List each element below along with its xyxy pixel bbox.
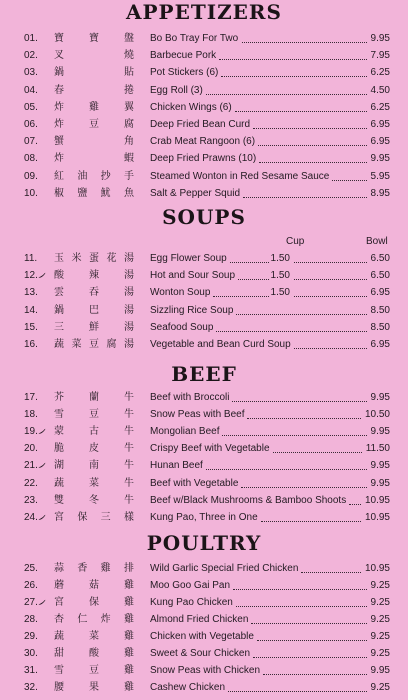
item-price: 9.95: [370, 392, 390, 403]
item-name: Beef with Vegetable: [150, 477, 239, 489]
item-name: Snow Peas with Chicken: [150, 665, 261, 676]
item-number: 06.: [24, 119, 38, 130]
item-price: 10.95: [364, 494, 390, 506]
item-price: 6.25: [370, 101, 390, 113]
item-price: 9.25: [370, 631, 390, 642]
item-number: 03.: [24, 67, 38, 79]
item-number: 12.: [24, 270, 38, 282]
item-name: Sizzling Rice Soup: [150, 304, 234, 316]
spicy-pepper-icon: [38, 428, 46, 435]
chinese-name: 蟹 角: [54, 136, 134, 148]
item-name: Wild Garlic Special Fried Chicken: [150, 563, 299, 574]
item-number: 31.: [24, 665, 38, 676]
dot-leader: [216, 314, 366, 332]
item-name: Crab Meat Rangoon (6): [150, 136, 256, 148]
item-name: Egg Flower Soup: [150, 253, 227, 264]
menu-item: [0, 475, 408, 492]
item-name: Mongolian Beef: [150, 426, 220, 438]
chinese-name: 春 捲: [54, 84, 134, 96]
item-price: 9.25: [370, 580, 390, 591]
chinese-name: 蔬 菜 豆 腐 湯: [54, 339, 134, 350]
item-number: 22.: [24, 477, 38, 489]
chinese-name: 蘑 菇 雞: [54, 580, 134, 591]
item-name: Vegetable and Bean Curd Soup: [150, 339, 291, 350]
dot-leader: [222, 418, 366, 436]
item-price: 9.25: [370, 682, 390, 693]
item-number: 15.: [24, 321, 38, 333]
item-number: 02.: [24, 50, 38, 62]
item-number: 24.: [24, 511, 38, 523]
item-name: Salt & Pepper Squid: [150, 187, 241, 199]
item-price: 8.50: [370, 321, 390, 333]
chinese-name: 湖 南 牛: [54, 460, 134, 472]
cup-column-header: Cup: [286, 236, 305, 247]
item-name: Hot and Sour Soup: [150, 270, 236, 282]
item-number: 21.: [24, 460, 38, 472]
item-price: 9.95: [370, 477, 390, 489]
item-name: Chicken Wings (6): [150, 101, 232, 113]
dot-leader: [233, 572, 366, 590]
item-number: 28.: [24, 614, 38, 625]
item-name: Hunan Beef: [150, 460, 203, 472]
item-price: 11.50: [365, 443, 390, 455]
item-number: 16.: [24, 339, 38, 350]
item-price: 9.25: [370, 614, 390, 625]
item-number: 25.: [24, 563, 38, 574]
chinese-name: 雪 豆 雞: [54, 665, 134, 676]
cup-price: 1.50: [270, 287, 290, 299]
dot-leader: [206, 452, 367, 470]
item-price: 9.95: [370, 665, 390, 676]
dot-leader: [232, 384, 366, 402]
item-name: Chicken with Vegetable: [150, 631, 254, 642]
item-number: 04.: [24, 84, 38, 96]
menu-item: [0, 336, 408, 353]
item-name: Bo Bo Tray For Two: [150, 33, 239, 44]
chinese-name: 蒜 香 雞 排: [54, 563, 134, 574]
menu-item: [0, 679, 408, 696]
item-number: 19.: [24, 426, 38, 438]
menu-item: [0, 509, 408, 526]
item-price: 6.95: [370, 287, 390, 299]
chinese-name: 炸 雞 翼: [54, 101, 134, 113]
appetizers-heading: APPETIZERS: [126, 0, 282, 24]
dot-leader: [243, 180, 366, 198]
chinese-name: 雲 吞 湯: [54, 287, 134, 299]
soups-heading: SOUPS: [162, 205, 246, 229]
cup-price: 1.50: [270, 253, 290, 264]
item-price: 9.25: [370, 648, 390, 659]
item-number: 32.: [24, 682, 38, 693]
dot-leader: [236, 589, 367, 607]
item-number: 13.: [24, 287, 38, 299]
item-price: 10.50: [364, 409, 390, 421]
chinese-name: 蔬 菜 牛: [54, 477, 134, 489]
item-price: 5.95: [370, 170, 390, 182]
item-name: Kung Pao, Three in One: [150, 511, 258, 523]
item-name: Sweet & Sour Chicken: [150, 648, 251, 659]
item-name: Beef w/Black Mushrooms & Bamboo Shoots: [150, 494, 347, 506]
spicy-pepper-icon: [38, 272, 46, 279]
item-price: 4.50: [370, 84, 390, 96]
chinese-name: 蒙 古 牛: [54, 426, 134, 438]
item-price: 6.95: [370, 339, 390, 350]
chinese-name: 蔬 菜 雞: [54, 631, 134, 642]
item-number: 29.: [24, 631, 38, 642]
dot-leader: [241, 470, 366, 488]
item-number: 08.: [24, 153, 38, 165]
item-number: 18.: [24, 409, 38, 421]
item-name: Deep Fried Bean Curd: [150, 119, 251, 130]
item-name: Deep Fried Prawns (10): [150, 153, 257, 165]
item-price: 6.50: [370, 253, 390, 264]
chinese-name: 三 鮮 湯: [54, 321, 134, 333]
chinese-name: 宮 保 三 樣: [54, 511, 134, 523]
chinese-name: 鍋 貼: [54, 67, 134, 79]
chinese-name: 雪 豆 牛: [54, 409, 134, 421]
item-price: 9.95: [370, 426, 390, 438]
item-number: 11.: [24, 253, 38, 264]
item-number: 01.: [24, 33, 38, 44]
item-price: 9.95: [370, 460, 390, 472]
item-name: Almond Fried Chicken: [150, 614, 249, 625]
dot-leader: [242, 25, 367, 43]
item-name: Egg Roll (3): [150, 84, 203, 96]
item-name: Moo Goo Gai Pan: [150, 580, 231, 591]
chinese-name: 玉 米 蛋 花 湯: [54, 253, 134, 264]
spicy-pepper-icon: [38, 462, 46, 469]
item-name: Barbecue Pork: [150, 50, 217, 62]
item-name: Seafood Soup: [150, 321, 214, 333]
spicy-pepper-icon: [38, 599, 46, 606]
item-price: 8.95: [370, 187, 390, 199]
item-number: 17.: [24, 392, 38, 403]
item-number: 30.: [24, 648, 38, 659]
chinese-name: 酸 辣 湯: [54, 270, 134, 282]
item-price: 6.95: [370, 119, 390, 130]
dot-leader: [261, 504, 361, 522]
item-number: 27.: [24, 597, 38, 608]
item-name: Pot Stickers (6): [150, 67, 219, 79]
item-price: 7.95: [370, 50, 390, 62]
item-price: 9.25: [370, 597, 390, 608]
item-price: 10.95: [364, 511, 390, 523]
cup-price: 1.50: [270, 270, 290, 282]
menu-item: [0, 185, 408, 202]
beef-heading: BEEF: [171, 362, 237, 386]
chinese-name: 杏 仁 炸 雞: [54, 614, 134, 625]
chinese-name: 椒 鹽 魷 魚: [54, 187, 134, 199]
dot-leader: [228, 674, 367, 692]
chinese-name: 鍋 巴 湯: [54, 304, 134, 316]
item-name: Kung Pao Chicken: [150, 597, 233, 608]
item-name: Snow Peas with Beef: [150, 409, 245, 421]
dot-leader: [236, 297, 366, 315]
dot-leader: [206, 77, 367, 95]
chinese-name: 芥 蘭 牛: [54, 392, 134, 403]
chinese-name: 宮 保 雞: [54, 597, 134, 608]
item-number: 07.: [24, 136, 38, 148]
chinese-name: 寶 寶 盤: [54, 33, 134, 44]
item-name: Steamed Wonton in Red Sesame Sauce: [150, 170, 330, 182]
item-number: 09.: [24, 170, 38, 182]
dot-leader: [273, 435, 362, 453]
item-number: 23.: [24, 494, 38, 506]
item-name: Beef with Broccoli: [150, 392, 230, 403]
item-number: 14.: [24, 304, 38, 316]
chinese-name: 甜 酸 雞: [54, 648, 134, 659]
item-number: 10.: [24, 187, 38, 199]
item-price: 9.95: [370, 33, 390, 44]
item-price: 6.25: [370, 67, 390, 79]
item-price: 6.95: [370, 136, 390, 148]
bowl-column-header: Bowl: [366, 236, 388, 247]
item-name: Wonton Soup: [150, 287, 211, 299]
item-price: 8.50: [370, 304, 390, 316]
dot-leader: [219, 42, 366, 60]
chinese-name: 脆 皮 牛: [54, 443, 134, 455]
item-number: 26.: [24, 580, 38, 591]
poultry-heading: POULTRY: [146, 531, 262, 555]
item-name: Cashew Chicken: [150, 682, 226, 693]
chinese-name: 紅 油 抄 手: [54, 170, 134, 182]
item-number: 20.: [24, 443, 38, 455]
chinese-name: 叉 燒: [54, 50, 134, 62]
item-number: 05.: [24, 101, 38, 113]
chinese-name: 炸 豆 腐: [54, 119, 134, 130]
chinese-name: 雙 冬 牛: [54, 494, 134, 506]
chinese-name: 腰 果 雞: [54, 682, 134, 693]
dot-leader: [247, 401, 360, 419]
dot-leader: [235, 94, 367, 112]
item-name: Crispy Beef with Vegetable: [150, 443, 270, 455]
item-price: 6.50: [370, 270, 390, 282]
item-price: 10.95: [364, 563, 390, 574]
dot-leader: [221, 59, 366, 77]
chinese-name: 炸 蝦: [54, 153, 134, 165]
item-price: 9.95: [370, 153, 390, 165]
spicy-pepper-icon: [38, 514, 46, 521]
